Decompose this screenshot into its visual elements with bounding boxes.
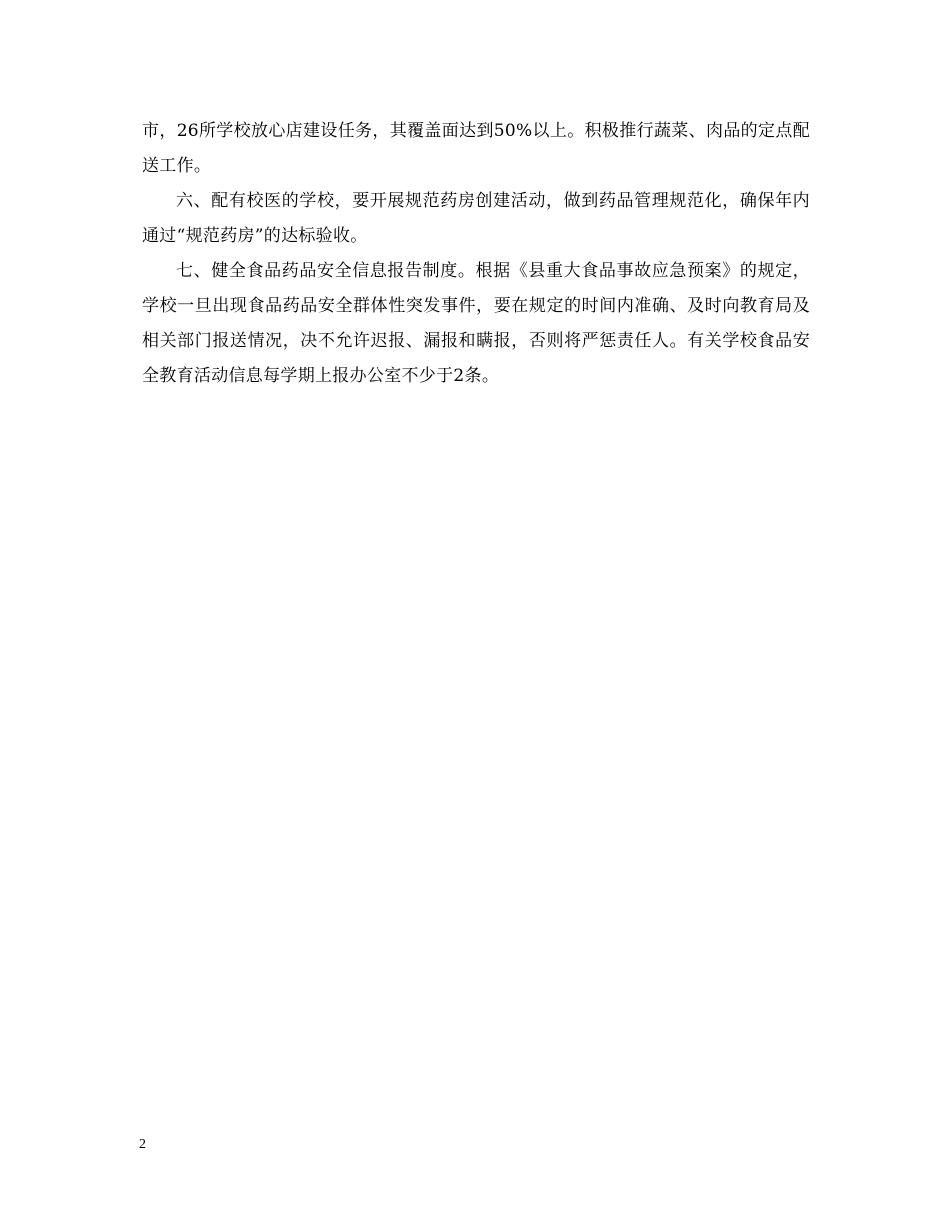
page-number: 2: [139, 1137, 146, 1152]
paragraph-continuation: 市，26所学校放心店建设任务，其覆盖面达到50%以上。积极推行蔬菜、肉品的定点配送工作。: [142, 121, 810, 176]
paragraph-item-six: 六、配有校医的学校，要开展规范药房创建活动，做到药品管理规范化，确保年内通过“规范药房”的达标验收。: [142, 191, 810, 246]
document-body: [142, 114, 810, 394]
paragraph-item-seven: 七、健全食品药品安全信息报告制度。根据《县重大食品事故应急预案》的规定，学校一旦出现食品药品安全群体性突发事件，要在规定的时间内准确、及时向教育局及相关部门报送情况，决不允许迟报、漏报和瞒报，否则将严惩责任人。有关学校食品安全教育活动信息每学期上报办公室不少于2条。: [142, 261, 810, 386]
